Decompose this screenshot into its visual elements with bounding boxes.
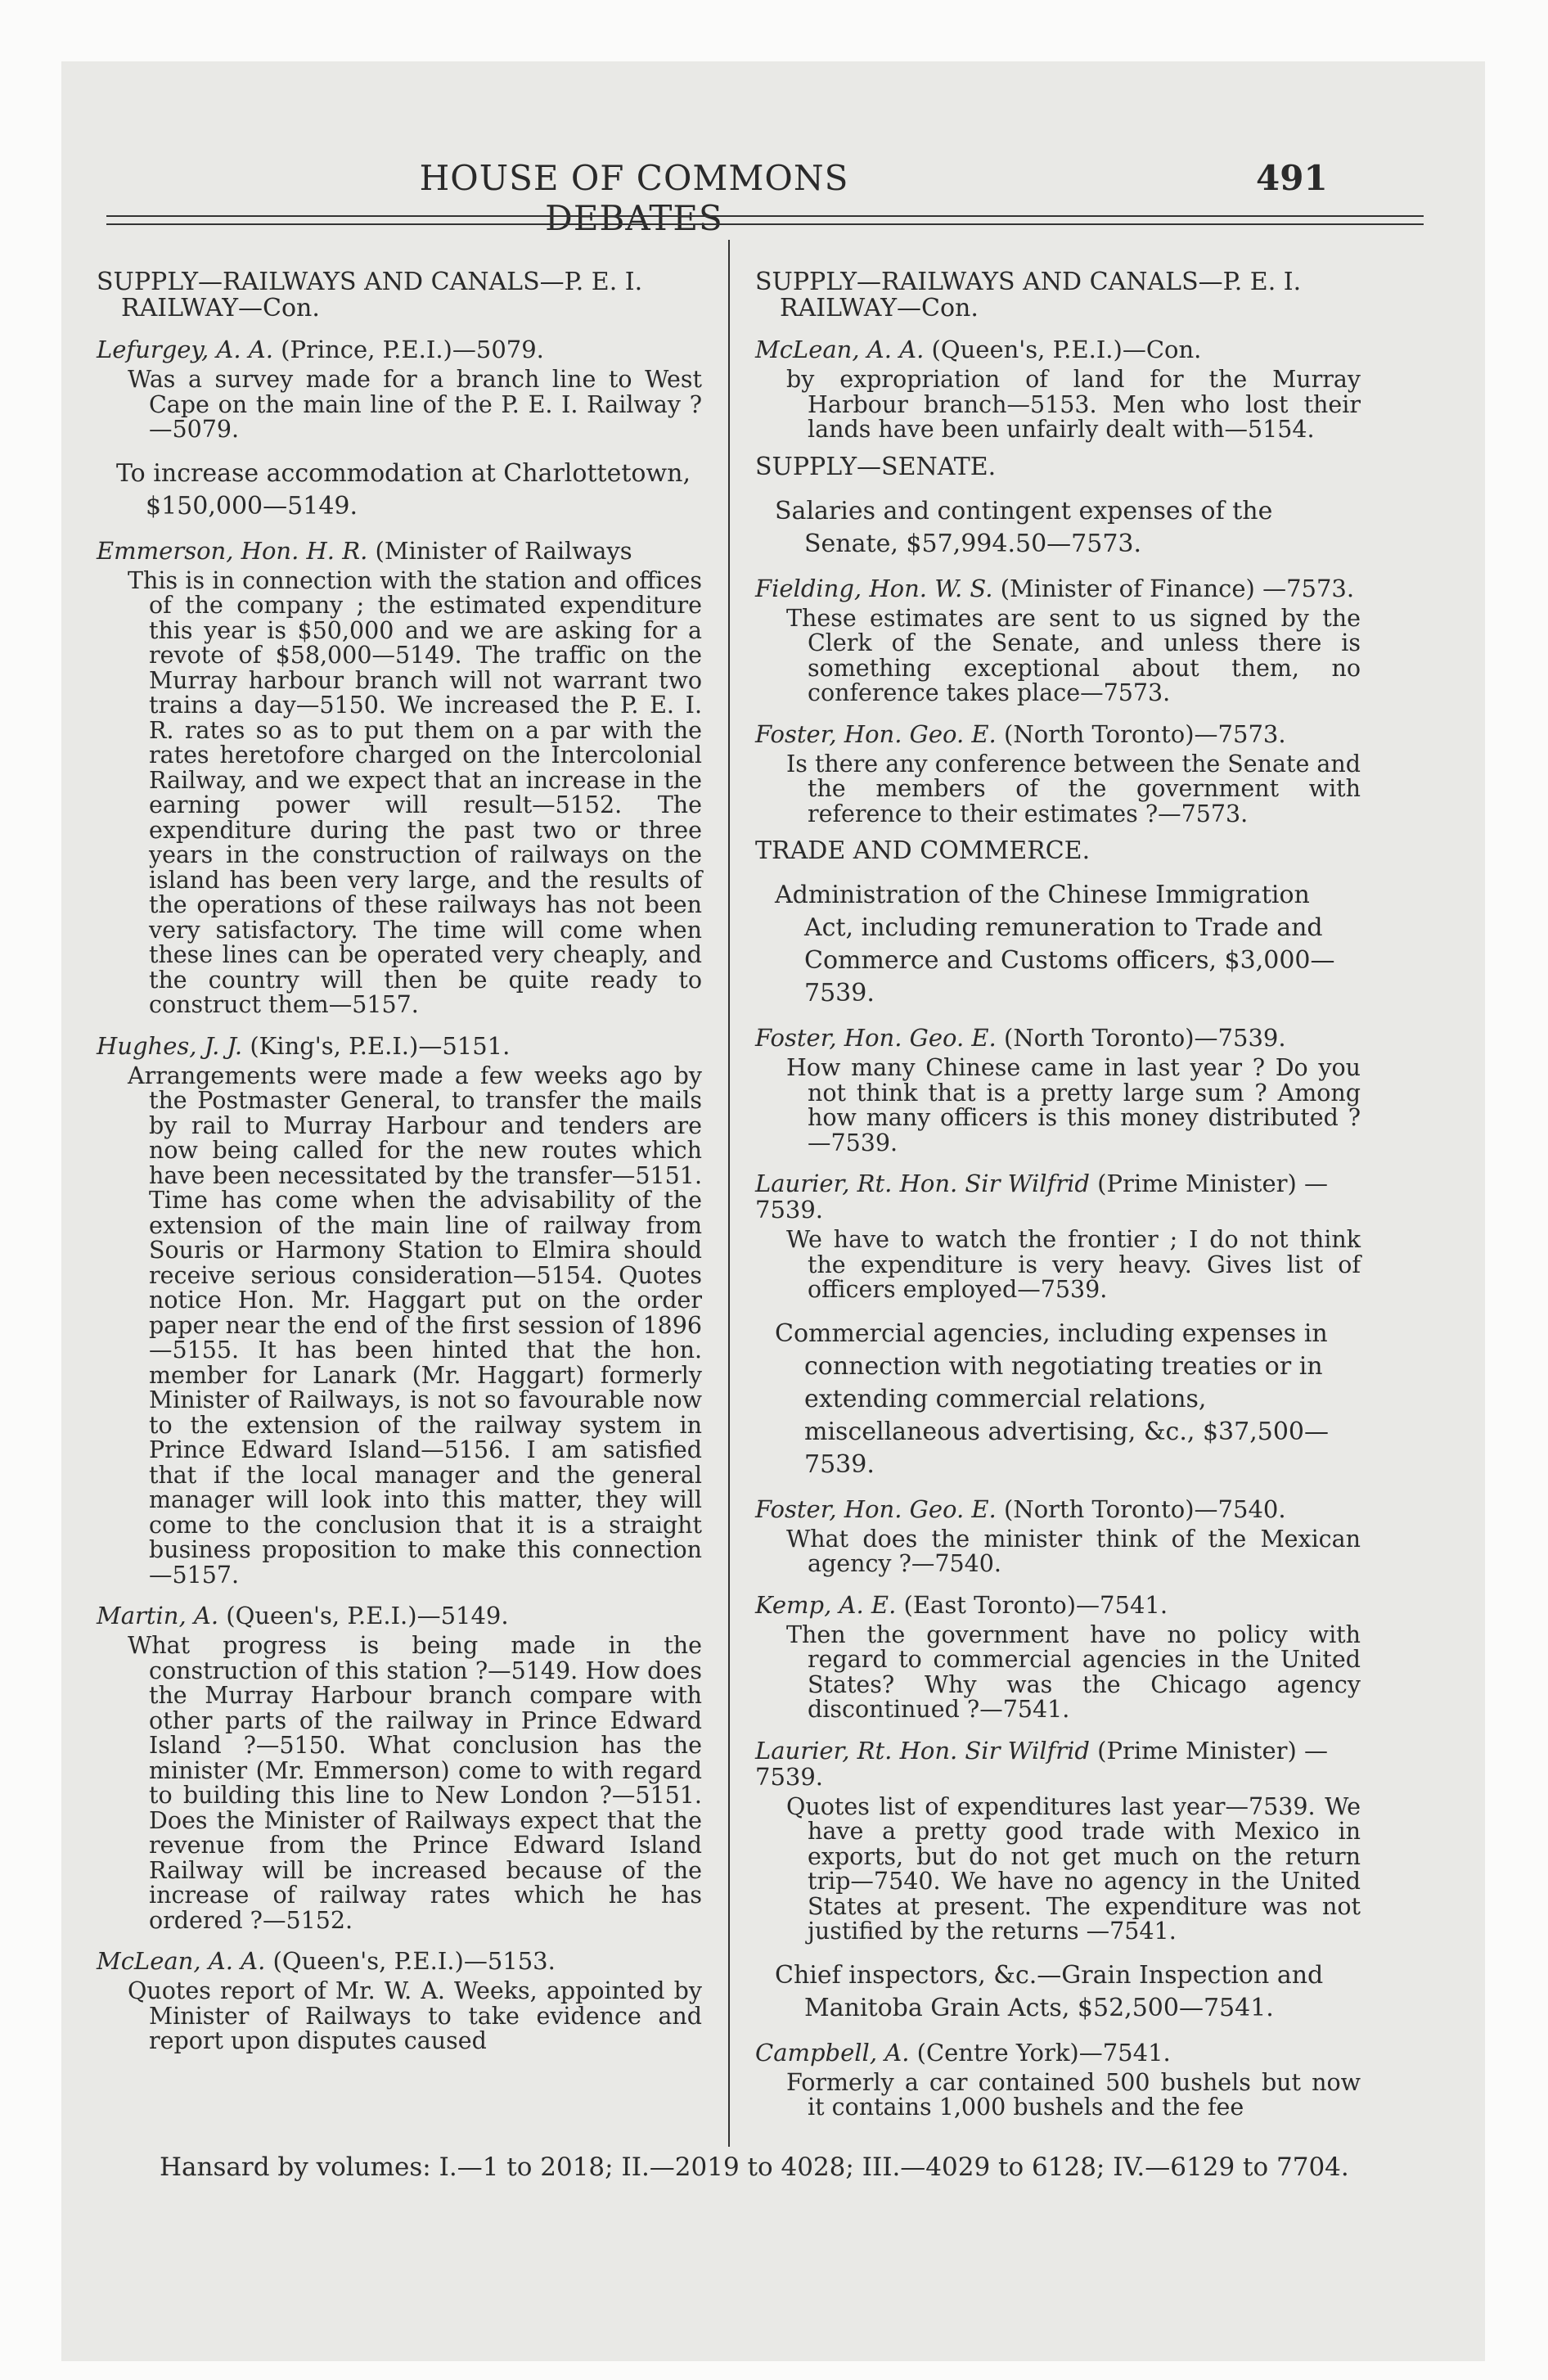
speaker-name: McLean, A. A.	[755, 336, 925, 363]
speaker-entry	[97, 538, 702, 564]
speaker-entry	[97, 1948, 702, 1974]
speech-summary: What does the minister think of the Mexican agency ?—7540.	[786, 1525, 1361, 1577]
left-column	[97, 258, 702, 2062]
speech-summary: Quotes report of Mr. W. A. Weeks, appointed by Minister of Railways to take evidence and report upon disputes caused	[128, 1977, 702, 2054]
speaker-entry	[755, 1592, 1361, 1618]
speaker-name: Lefurgey, A. A.	[97, 336, 273, 363]
speaker-name: Kemp, A. E.	[755, 1590, 897, 1619]
estimate-item: Administration of the Chinese Immigration Act, including remuneration to Trade and Commerce and Customs officers, $3,000—7539.	[775, 881, 1335, 1007]
column-divider	[728, 240, 730, 2147]
speech-summary: These estimates are sent to us signed by the Clerk of the Senate, and unless there is something exceptional about them, no conference takes place—7573.	[786, 604, 1361, 706]
page-scan	[61, 61, 1485, 2361]
speaker-entry	[755, 1170, 1361, 1223]
estimate-item: Salaries and contingent expenses of the Senate, $57,994.50—7573.	[775, 496, 1273, 558]
speaker-name: Martin, A.	[97, 1602, 219, 1629]
section-heading: TRADE AND COMMERCE.	[755, 836, 1091, 865]
speaker-riding: (Queen's, P.E.I.)—5153.	[272, 1947, 556, 1975]
speaker-name: Fielding, Hon. W. S.	[755, 574, 993, 602]
speaker-name: Foster, Hon. Geo. E.	[755, 1024, 997, 1052]
speaker-name: Emmerson, Hon. H. R.	[97, 536, 368, 565]
speaker-name: Campbell, A.	[755, 2038, 910, 2067]
speech-summary: Then the government have no policy with regard to commercial agencies in the United States? Why was the Chicago agency discontinued ?—7541.	[786, 1620, 1361, 1723]
speaker-entry	[97, 1602, 702, 1629]
speaker-riding: (Queen's, P.E.I.)—5149.	[226, 1602, 509, 1629]
speaker-entry	[755, 721, 1361, 747]
speaker-name: Laurier, Rt. Hon. Sir Wilfrid	[755, 1170, 1090, 1197]
section-heading: SUPPLY—SENATE.	[755, 452, 997, 481]
speaker-riding: (Prince, P.E.I.)—5079.	[281, 336, 544, 363]
speech-summary: We have to watch the frontier ; I do not think the expenditure is very heavy. Gives list of officers employed—7539.	[786, 1226, 1361, 1303]
speaker-entry	[755, 575, 1361, 602]
speaker-entry	[755, 336, 1361, 363]
speaker-riding: (Queen's, P.E.I.)—Con.	[931, 336, 1202, 363]
speaker-name: McLean, A. A.	[97, 1947, 266, 1975]
page-footer: Hansard by volumes: I.—1 to 2018; II.—2019 to 4028; III.—4029 to 6128; IV.—6129 to 7704.	[160, 2152, 1349, 2182]
section-heading: SUPPLY—RAILWAYS AND CANALS—P. E. I. RAILWAY—Con.	[97, 268, 643, 322]
speaker-entry	[97, 1033, 702, 1059]
speaker-entry	[755, 1496, 1361, 1522]
speech-summary: Is there any conference between the Senate and the members of the government with reference to their estimates ?—7573.	[786, 750, 1361, 827]
speaker-riding: (Prime Minister) —7539.	[755, 1170, 1329, 1224]
speaker-entry	[755, 1738, 1361, 1790]
speaker-name: Hughes, J. J.	[97, 1031, 243, 1060]
speech-summary: How many Chinese came in last year ? Do you not think that is a pretty large sum ? Among how many officers is this money distributed ?—7539.	[786, 1054, 1361, 1156]
header-rule-top	[106, 215, 1424, 217]
speaker-riding: (Centre York)—7541.	[916, 2038, 1171, 2067]
speaker-entry	[97, 336, 702, 363]
speaker-riding: (Minister of Railways	[375, 536, 632, 565]
speech-summary: What progress is being made in the construction of this station ?—5149. How does the Murray Harbour branch compare with other parts of the railway in Prince Edward Island ?—5150. What conclusion has the minister (Mr. Emmerson) come to with regard to building this line to New London ?—5151. Does the Minister of Railways expect that the revenue from the Prince Edward Island Railway will be increased because of the increase of railway rates which he has ordered ?—5152.	[128, 1632, 702, 1934]
header-rule-bottom	[106, 223, 1424, 225]
speaker-name: Foster, Hon. Geo. E.	[755, 1494, 997, 1523]
speaker-entry	[755, 1025, 1361, 1051]
speaker-riding: (North Toronto)—7539.	[1004, 1024, 1286, 1052]
speaker-riding: (North Toronto)—7540.	[1004, 1494, 1286, 1523]
speech-summary: by expropriation of land for the Murray Harbour branch—5153. Men who lost their lands have been unfairly dealt with—5154.	[786, 366, 1361, 443]
speech-summary: Formerly a car contained 500 bushels but now it contains 1,000 bushels and the fee	[786, 2068, 1361, 2121]
speaker-name: Foster, Hon. Geo. E.	[755, 719, 997, 748]
estimate-item: Commercial agencies, including expenses in connection with negotiating treaties or in extending commercial relations, miscellaneous advertising, &c., $37,500—7539.	[775, 1318, 1330, 1479]
speaker-name: Laurier, Rt. Hon. Sir Wilfrid	[755, 1736, 1090, 1765]
speaker-riding: (King's, P.E.I.)—5151.	[250, 1031, 511, 1060]
speaker-riding: (North Toronto)—7573.	[1004, 719, 1286, 748]
estimate-item: To increase accommodation at Charlottetown, $150,000—5149.	[116, 458, 691, 521]
speaker-riding: (Minister of Finance) —7573.	[1000, 574, 1355, 602]
speech-summary: This is in connection with the station and offices of the company ; the estimated expenditure this year is $50,000 and we are asking for a revote of $58,000—5149. The traffic on the Murray harbour branch will not warrant two trains a day—5150. We increased the P. E. I. R. rates so as to put them on a par with the rates heretofore charged on the Intercolonial Railway, and we expect that an increase in the earning power will result—5152. The expenditure during the past two or three years in the construction of railways on the island has been very large, and the results of the operations of these railways has not been very satisfactory. The time will come when these lines can be operated very cheaply, and the country will then be quite ready to construct them—5157.	[128, 566, 702, 1018]
page-title: HOUSE OF COMMONS DEBATES	[419, 158, 849, 238]
speaker-riding: (Prime Minister) —7539.	[755, 1736, 1329, 1791]
speech-summary: Arrangements were made a few weeks ago by the Postmaster General, to transfer the mails by rail to Murray Harbour and tenders are now being called for the new routes which have been necessitated by the transfer—5151. Time has come when the advisability of the extension of the main line of railway from Souris or Harmony Station to Elmira should receive serious consideration—5154. Quotes notice Hon. Mr. Haggart put on the order paper near the end of the first session of 1896—5155. It has been hinted that the hon. member for Lanark (Mr. Haggart) formerly Minister of Railways, is not so favourable now to the extension of the railway system in Prince Edward Island—5156. I am satisfied that if the local manager and the general manager will look into this matter, they will come to the conclusion that it is a straight business proposition to make this connection—5157.	[128, 1062, 702, 1589]
speaker-entry	[755, 2040, 1361, 2066]
estimate-item: Chief inspectors, &c.—Grain Inspection and Manitoba Grain Acts, $52,500—7541.	[775, 1960, 1324, 2022]
page-header	[61, 158, 1485, 238]
speech-summary: Quotes list of expenditures last year—7539. We have a pretty good trade with Mexico in exports, but do not get much on the return trip—7540. We have no agency in the United States at present. The expenditure was not justified by the returns —7541.	[786, 1792, 1361, 1945]
speech-summary: Was a survey made for a branch line to West Cape on the main line of the P. E. I. Railway ?—5079.	[128, 366, 702, 443]
page-number: 491	[1256, 158, 1328, 198]
section-heading: SUPPLY—RAILWAYS AND CANALS—P. E. I. RAILWAY—Con.	[755, 268, 1302, 322]
right-column	[755, 258, 1361, 2129]
speaker-riding: (East Toronto)—7541.	[903, 1590, 1168, 1619]
